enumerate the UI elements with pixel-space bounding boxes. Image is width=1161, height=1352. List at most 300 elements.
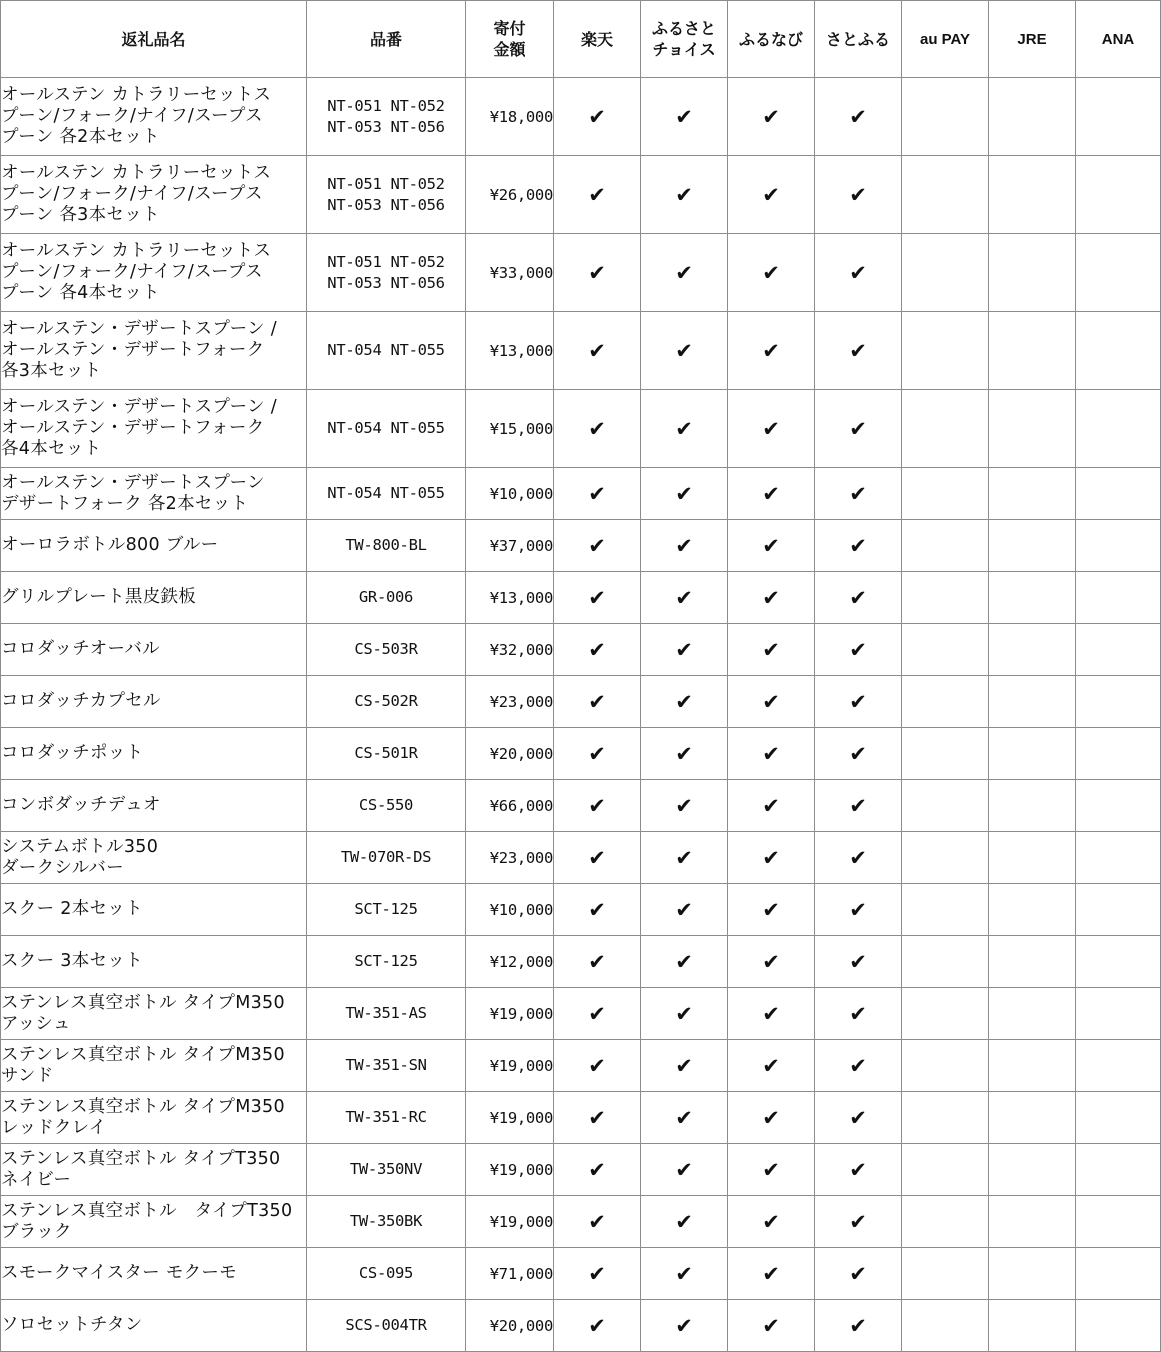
check-mark-icon: ✔ xyxy=(762,1001,780,1026)
check-mark-icon: ✔ xyxy=(762,637,780,662)
check-mark-icon: ✔ xyxy=(762,949,780,974)
check-mark-icon: ✔ xyxy=(588,585,606,610)
au-pay-availability-cell xyxy=(902,1196,989,1248)
satofull-availability-cell xyxy=(815,676,902,728)
check-mark-icon: ✔ xyxy=(675,1209,693,1234)
check-mark-icon: ✔ xyxy=(588,1261,606,1286)
rakuten-availability-cell xyxy=(554,780,641,832)
item-name-cell: コンボダッチデュオ xyxy=(1,780,307,832)
au-pay-availability-cell xyxy=(902,936,989,988)
satofull-availability-cell xyxy=(815,156,902,234)
item-code-cell: TW-800-BL xyxy=(307,520,466,572)
rakuten-availability-cell xyxy=(554,520,641,572)
au-pay-availability-cell xyxy=(902,572,989,624)
ana-availability-cell xyxy=(1076,1092,1161,1144)
satofull-availability-cell xyxy=(815,1144,902,1196)
table-row xyxy=(1,780,1161,832)
check-mark-icon: ✔ xyxy=(675,949,693,974)
item-name-cell: ステンレス真空ボトル タイプT350 ブラック xyxy=(1,1196,307,1248)
ana-availability-cell xyxy=(1076,1196,1161,1248)
item-code-cell: NT-051 NT-052 NT-053 NT-056 xyxy=(307,234,466,312)
rakuten-availability-cell xyxy=(554,390,641,468)
rakuten-availability-cell xyxy=(554,1300,641,1352)
header-furunavi: ふるなび xyxy=(728,1,815,78)
check-mark-icon: ✔ xyxy=(588,338,606,363)
donation-amount-cell: ¥37,000 xyxy=(466,520,554,572)
jre-availability-cell xyxy=(989,936,1076,988)
header-au-pay: au PAY xyxy=(902,1,989,78)
check-mark-icon: ✔ xyxy=(849,1001,867,1026)
furusato-choice-availability-cell xyxy=(641,234,728,312)
satofull-availability-cell xyxy=(815,780,902,832)
item-name-cell: スクー 2本セット xyxy=(1,884,307,936)
item-code-cell: TW-070R-DS xyxy=(307,832,466,884)
check-mark-icon: ✔ xyxy=(762,793,780,818)
check-mark-icon: ✔ xyxy=(675,897,693,922)
satofull-availability-cell xyxy=(815,832,902,884)
rakuten-availability-cell xyxy=(554,468,641,520)
donation-amount-cell: ¥10,000 xyxy=(466,468,554,520)
ana-availability-cell xyxy=(1076,676,1161,728)
furusato-choice-availability-cell xyxy=(641,1040,728,1092)
check-mark-icon: ✔ xyxy=(849,104,867,129)
table-row xyxy=(1,390,1161,468)
table-row xyxy=(1,312,1161,390)
item-name-cell: オールステン カトラリーセットス プーン/フォーク/ナイフ/スープス プーン 各4本セット xyxy=(1,234,307,312)
check-mark-icon: ✔ xyxy=(762,104,780,129)
furusato-choice-availability-cell xyxy=(641,988,728,1040)
donation-amount-cell: ¥20,000 xyxy=(466,728,554,780)
check-mark-icon: ✔ xyxy=(849,416,867,441)
check-mark-icon: ✔ xyxy=(675,338,693,363)
item-code-cell: SCS-004TR xyxy=(307,1300,466,1352)
table-row xyxy=(1,1196,1161,1248)
furunavi-availability-cell xyxy=(728,1248,815,1300)
item-code-cell: CS-502R xyxy=(307,676,466,728)
ana-availability-cell xyxy=(1076,1248,1161,1300)
ana-availability-cell xyxy=(1076,78,1161,156)
check-mark-icon: ✔ xyxy=(762,897,780,922)
check-mark-icon: ✔ xyxy=(675,585,693,610)
check-mark-icon: ✔ xyxy=(849,182,867,207)
ana-availability-cell xyxy=(1076,832,1161,884)
furusato-choice-availability-cell xyxy=(641,1092,728,1144)
item-code-cell: TW-351-RC xyxy=(307,1092,466,1144)
check-mark-icon: ✔ xyxy=(762,182,780,207)
furusato-choice-availability-cell xyxy=(641,780,728,832)
check-mark-icon: ✔ xyxy=(849,637,867,662)
check-mark-icon: ✔ xyxy=(588,481,606,506)
jre-availability-cell xyxy=(989,1144,1076,1196)
rakuten-availability-cell xyxy=(554,234,641,312)
item-name-cell: ステンレス真空ボトル タイプM350 アッシュ xyxy=(1,988,307,1040)
au-pay-availability-cell xyxy=(902,780,989,832)
item-code-cell: TW-351-SN xyxy=(307,1040,466,1092)
item-name-cell: スモークマイスター モクーモ xyxy=(1,1248,307,1300)
item-code-cell: TW-351-AS xyxy=(307,988,466,1040)
table-row xyxy=(1,1144,1161,1196)
item-name-cell: オールステン・デザートスプーン デザートフォーク 各2本セット xyxy=(1,468,307,520)
satofull-availability-cell xyxy=(815,1300,902,1352)
check-mark-icon: ✔ xyxy=(849,1261,867,1286)
furunavi-availability-cell xyxy=(728,624,815,676)
jre-availability-cell xyxy=(989,780,1076,832)
rakuten-availability-cell xyxy=(554,884,641,936)
check-mark-icon: ✔ xyxy=(762,1209,780,1234)
check-mark-icon: ✔ xyxy=(849,793,867,818)
au-pay-availability-cell xyxy=(902,390,989,468)
donation-amount-cell: ¥66,000 xyxy=(466,780,554,832)
au-pay-availability-cell xyxy=(902,520,989,572)
table-row xyxy=(1,1092,1161,1144)
donation-amount-cell: ¥13,000 xyxy=(466,572,554,624)
table-row xyxy=(1,1040,1161,1092)
furusato-choice-availability-cell xyxy=(641,1196,728,1248)
check-mark-icon: ✔ xyxy=(762,845,780,870)
check-mark-icon: ✔ xyxy=(849,897,867,922)
check-mark-icon: ✔ xyxy=(849,1105,867,1130)
jre-availability-cell xyxy=(989,676,1076,728)
item-code-cell: GR-006 xyxy=(307,572,466,624)
furunavi-availability-cell xyxy=(728,78,815,156)
satofull-availability-cell xyxy=(815,520,902,572)
check-mark-icon: ✔ xyxy=(675,689,693,714)
ana-availability-cell xyxy=(1076,390,1161,468)
check-mark-icon: ✔ xyxy=(675,1157,693,1182)
furunavi-availability-cell xyxy=(728,884,815,936)
furunavi-availability-cell xyxy=(728,1092,815,1144)
ana-availability-cell xyxy=(1076,1144,1161,1196)
check-mark-icon: ✔ xyxy=(849,1053,867,1078)
furusato-choice-availability-cell xyxy=(641,624,728,676)
check-mark-icon: ✔ xyxy=(762,260,780,285)
ana-availability-cell xyxy=(1076,728,1161,780)
check-mark-icon: ✔ xyxy=(675,1261,693,1286)
check-mark-icon: ✔ xyxy=(588,741,606,766)
donation-amount-cell: ¥26,000 xyxy=(466,156,554,234)
au-pay-availability-cell xyxy=(902,78,989,156)
check-mark-icon: ✔ xyxy=(762,481,780,506)
ana-availability-cell xyxy=(1076,312,1161,390)
donation-amount-cell: ¥19,000 xyxy=(466,1040,554,1092)
furusato-choice-availability-cell xyxy=(641,832,728,884)
au-pay-availability-cell xyxy=(902,1040,989,1092)
rakuten-availability-cell xyxy=(554,572,641,624)
item-name-cell: コロダッチポット xyxy=(1,728,307,780)
furunavi-availability-cell xyxy=(728,390,815,468)
check-mark-icon: ✔ xyxy=(762,1313,780,1338)
furusato-choice-availability-cell xyxy=(641,520,728,572)
furusato-choice-availability-cell xyxy=(641,390,728,468)
check-mark-icon: ✔ xyxy=(588,1001,606,1026)
check-mark-icon: ✔ xyxy=(588,1053,606,1078)
table-row xyxy=(1,1300,1161,1352)
ana-availability-cell xyxy=(1076,234,1161,312)
item-name-cell: オールステン カトラリーセットス プーン/フォーク/ナイフ/スープス プーン 各3本セット xyxy=(1,156,307,234)
furusato-choice-availability-cell xyxy=(641,78,728,156)
check-mark-icon: ✔ xyxy=(588,416,606,441)
check-mark-icon: ✔ xyxy=(675,637,693,662)
header-item-code: 品番 xyxy=(307,1,466,78)
furunavi-availability-cell xyxy=(728,1300,815,1352)
check-mark-icon: ✔ xyxy=(588,1105,606,1130)
item-code-cell: SCT-125 xyxy=(307,884,466,936)
check-mark-icon: ✔ xyxy=(588,1209,606,1234)
check-mark-icon: ✔ xyxy=(588,689,606,714)
table-row xyxy=(1,156,1161,234)
furunavi-availability-cell xyxy=(728,572,815,624)
check-mark-icon: ✔ xyxy=(849,260,867,285)
furusato-choice-availability-cell xyxy=(641,884,728,936)
ana-availability-cell xyxy=(1076,936,1161,988)
table-row xyxy=(1,520,1161,572)
rakuten-availability-cell xyxy=(554,936,641,988)
check-mark-icon: ✔ xyxy=(762,1261,780,1286)
check-mark-icon: ✔ xyxy=(675,182,693,207)
item-name-cell: ソロセットチタン xyxy=(1,1300,307,1352)
item-name-cell: スクー 3本セット xyxy=(1,936,307,988)
au-pay-availability-cell xyxy=(902,884,989,936)
furunavi-availability-cell xyxy=(728,1196,815,1248)
table-body xyxy=(1,78,1161,1352)
table-row xyxy=(1,988,1161,1040)
jre-availability-cell xyxy=(989,520,1076,572)
donation-amount-cell: ¥15,000 xyxy=(466,390,554,468)
check-mark-icon: ✔ xyxy=(762,585,780,610)
header-ana: ANA xyxy=(1076,1,1161,78)
jre-availability-cell xyxy=(989,1040,1076,1092)
furusato-choice-availability-cell xyxy=(641,676,728,728)
item-code-cell: NT-051 NT-052 NT-053 NT-056 xyxy=(307,156,466,234)
check-mark-icon: ✔ xyxy=(588,897,606,922)
donation-amount-cell: ¥13,000 xyxy=(466,312,554,390)
ana-availability-cell xyxy=(1076,520,1161,572)
donation-amount-cell: ¥33,000 xyxy=(466,234,554,312)
check-mark-icon: ✔ xyxy=(762,533,780,558)
jre-availability-cell xyxy=(989,156,1076,234)
check-mark-icon: ✔ xyxy=(675,793,693,818)
jre-availability-cell xyxy=(989,1092,1076,1144)
header-jre: JRE xyxy=(989,1,1076,78)
jre-availability-cell xyxy=(989,988,1076,1040)
ana-availability-cell xyxy=(1076,988,1161,1040)
check-mark-icon: ✔ xyxy=(849,533,867,558)
item-code-cell: CS-501R xyxy=(307,728,466,780)
jre-availability-cell xyxy=(989,468,1076,520)
au-pay-availability-cell xyxy=(902,468,989,520)
satofull-availability-cell xyxy=(815,936,902,988)
item-name-cell: グリルプレート黒皮鉄板 xyxy=(1,572,307,624)
furunavi-availability-cell xyxy=(728,520,815,572)
item-name-cell: ステンレス真空ボトル タイプM350 レッドクレイ xyxy=(1,1092,307,1144)
satofull-availability-cell xyxy=(815,1196,902,1248)
rakuten-availability-cell xyxy=(554,676,641,728)
furunavi-availability-cell xyxy=(728,832,815,884)
satofull-availability-cell xyxy=(815,728,902,780)
check-mark-icon: ✔ xyxy=(675,481,693,506)
jre-availability-cell xyxy=(989,1196,1076,1248)
au-pay-availability-cell xyxy=(902,312,989,390)
furusato-choice-availability-cell xyxy=(641,1300,728,1352)
item-code-cell: SCT-125 xyxy=(307,936,466,988)
table-row xyxy=(1,832,1161,884)
au-pay-availability-cell xyxy=(902,676,989,728)
item-code-cell: NT-054 NT-055 xyxy=(307,468,466,520)
table-row xyxy=(1,676,1161,728)
jre-availability-cell xyxy=(989,884,1076,936)
ana-availability-cell xyxy=(1076,468,1161,520)
furunavi-availability-cell xyxy=(728,780,815,832)
au-pay-availability-cell xyxy=(902,624,989,676)
item-code-cell: TW-350NV xyxy=(307,1144,466,1196)
check-mark-icon: ✔ xyxy=(849,1157,867,1182)
furusato-choice-availability-cell xyxy=(641,936,728,988)
header-rakuten: 楽天 xyxy=(554,1,641,78)
furunavi-availability-cell xyxy=(728,936,815,988)
header-donation-amount: 寄付 金額 xyxy=(466,1,554,78)
furusato-choice-availability-cell xyxy=(641,728,728,780)
check-mark-icon: ✔ xyxy=(849,741,867,766)
rakuten-availability-cell xyxy=(554,312,641,390)
ana-availability-cell xyxy=(1076,780,1161,832)
check-mark-icon: ✔ xyxy=(849,585,867,610)
check-mark-icon: ✔ xyxy=(849,1209,867,1234)
table-row xyxy=(1,624,1161,676)
donation-amount-cell: ¥20,000 xyxy=(466,1300,554,1352)
check-mark-icon: ✔ xyxy=(849,845,867,870)
check-mark-icon: ✔ xyxy=(588,182,606,207)
item-code-cell: NT-054 NT-055 xyxy=(307,312,466,390)
satofull-availability-cell xyxy=(815,988,902,1040)
check-mark-icon: ✔ xyxy=(762,1053,780,1078)
furunavi-availability-cell xyxy=(728,1040,815,1092)
check-mark-icon: ✔ xyxy=(588,1157,606,1182)
table-row xyxy=(1,936,1161,988)
check-mark-icon: ✔ xyxy=(849,1313,867,1338)
rakuten-availability-cell xyxy=(554,1092,641,1144)
check-mark-icon: ✔ xyxy=(588,533,606,558)
satofull-availability-cell xyxy=(815,312,902,390)
rakuten-availability-cell xyxy=(554,988,641,1040)
donation-amount-cell: ¥23,000 xyxy=(466,832,554,884)
check-mark-icon: ✔ xyxy=(849,689,867,714)
table-row xyxy=(1,884,1161,936)
satofull-availability-cell xyxy=(815,390,902,468)
au-pay-availability-cell xyxy=(902,234,989,312)
rakuten-availability-cell xyxy=(554,832,641,884)
check-mark-icon: ✔ xyxy=(588,260,606,285)
check-mark-icon: ✔ xyxy=(588,845,606,870)
check-mark-icon: ✔ xyxy=(675,533,693,558)
au-pay-availability-cell xyxy=(902,1248,989,1300)
jre-availability-cell xyxy=(989,1248,1076,1300)
donation-amount-cell: ¥23,000 xyxy=(466,676,554,728)
ana-availability-cell xyxy=(1076,884,1161,936)
furusato-choice-availability-cell xyxy=(641,1144,728,1196)
furunavi-availability-cell xyxy=(728,728,815,780)
furunavi-availability-cell xyxy=(728,468,815,520)
check-mark-icon: ✔ xyxy=(588,637,606,662)
check-mark-icon: ✔ xyxy=(675,741,693,766)
check-mark-icon: ✔ xyxy=(849,338,867,363)
ana-availability-cell xyxy=(1076,1300,1161,1352)
donation-amount-cell: ¥10,000 xyxy=(466,884,554,936)
furunavi-availability-cell xyxy=(728,156,815,234)
jre-availability-cell xyxy=(989,572,1076,624)
donation-amount-cell: ¥19,000 xyxy=(466,1144,554,1196)
table-header-row xyxy=(1,1,1161,78)
table-row xyxy=(1,78,1161,156)
furusato-choice-availability-cell xyxy=(641,572,728,624)
item-code-cell: CS-550 xyxy=(307,780,466,832)
satofull-availability-cell xyxy=(815,1092,902,1144)
satofull-availability-cell xyxy=(815,468,902,520)
item-code-cell: CS-503R xyxy=(307,624,466,676)
item-code-cell: NT-051 NT-052 NT-053 NT-056 xyxy=(307,78,466,156)
furunavi-availability-cell xyxy=(728,234,815,312)
item-name-cell: システムボトル350 ダークシルバー xyxy=(1,832,307,884)
donation-amount-cell: ¥32,000 xyxy=(466,624,554,676)
item-name-cell: オールステン・デザートスプーン / オールステン・デザートフォーク 各3本セット xyxy=(1,312,307,390)
header-furusato-choice: ふるさと チョイス xyxy=(641,1,728,78)
au-pay-availability-cell xyxy=(902,1300,989,1352)
check-mark-icon: ✔ xyxy=(675,260,693,285)
check-mark-icon: ✔ xyxy=(675,416,693,441)
check-mark-icon: ✔ xyxy=(675,1105,693,1130)
jre-availability-cell xyxy=(989,390,1076,468)
rakuten-availability-cell xyxy=(554,624,641,676)
check-mark-icon: ✔ xyxy=(675,104,693,129)
check-mark-icon: ✔ xyxy=(762,741,780,766)
satofull-availability-cell xyxy=(815,1248,902,1300)
donation-amount-cell: ¥19,000 xyxy=(466,1092,554,1144)
item-name-cell: オーロラボトル800 ブルー xyxy=(1,520,307,572)
jre-availability-cell xyxy=(989,78,1076,156)
furunavi-availability-cell xyxy=(728,676,815,728)
item-code-cell: CS-095 xyxy=(307,1248,466,1300)
header-item-name: 返礼品名 xyxy=(1,1,307,78)
donation-amount-cell: ¥19,000 xyxy=(466,1196,554,1248)
satofull-availability-cell xyxy=(815,572,902,624)
au-pay-availability-cell xyxy=(902,1092,989,1144)
check-mark-icon: ✔ xyxy=(675,1313,693,1338)
furusato-choice-availability-cell xyxy=(641,156,728,234)
check-mark-icon: ✔ xyxy=(762,689,780,714)
check-mark-icon: ✔ xyxy=(588,1313,606,1338)
check-mark-icon: ✔ xyxy=(849,481,867,506)
item-name-cell: ステンレス真空ボトル タイプT350 ネイビー xyxy=(1,1144,307,1196)
au-pay-availability-cell xyxy=(902,1144,989,1196)
check-mark-icon: ✔ xyxy=(849,949,867,974)
furusato-choice-availability-cell xyxy=(641,1248,728,1300)
table-row xyxy=(1,728,1161,780)
check-mark-icon: ✔ xyxy=(588,793,606,818)
ana-availability-cell xyxy=(1076,1040,1161,1092)
jre-availability-cell xyxy=(989,1300,1076,1352)
jre-availability-cell xyxy=(989,832,1076,884)
check-mark-icon: ✔ xyxy=(762,1105,780,1130)
donation-amount-cell: ¥12,000 xyxy=(466,936,554,988)
satofull-availability-cell xyxy=(815,1040,902,1092)
rakuten-availability-cell xyxy=(554,728,641,780)
satofull-availability-cell xyxy=(815,624,902,676)
check-mark-icon: ✔ xyxy=(675,1001,693,1026)
ana-availability-cell xyxy=(1076,624,1161,676)
au-pay-availability-cell xyxy=(902,832,989,884)
furusato-choice-availability-cell xyxy=(641,312,728,390)
rakuten-availability-cell xyxy=(554,1196,641,1248)
rakuten-availability-cell xyxy=(554,78,641,156)
